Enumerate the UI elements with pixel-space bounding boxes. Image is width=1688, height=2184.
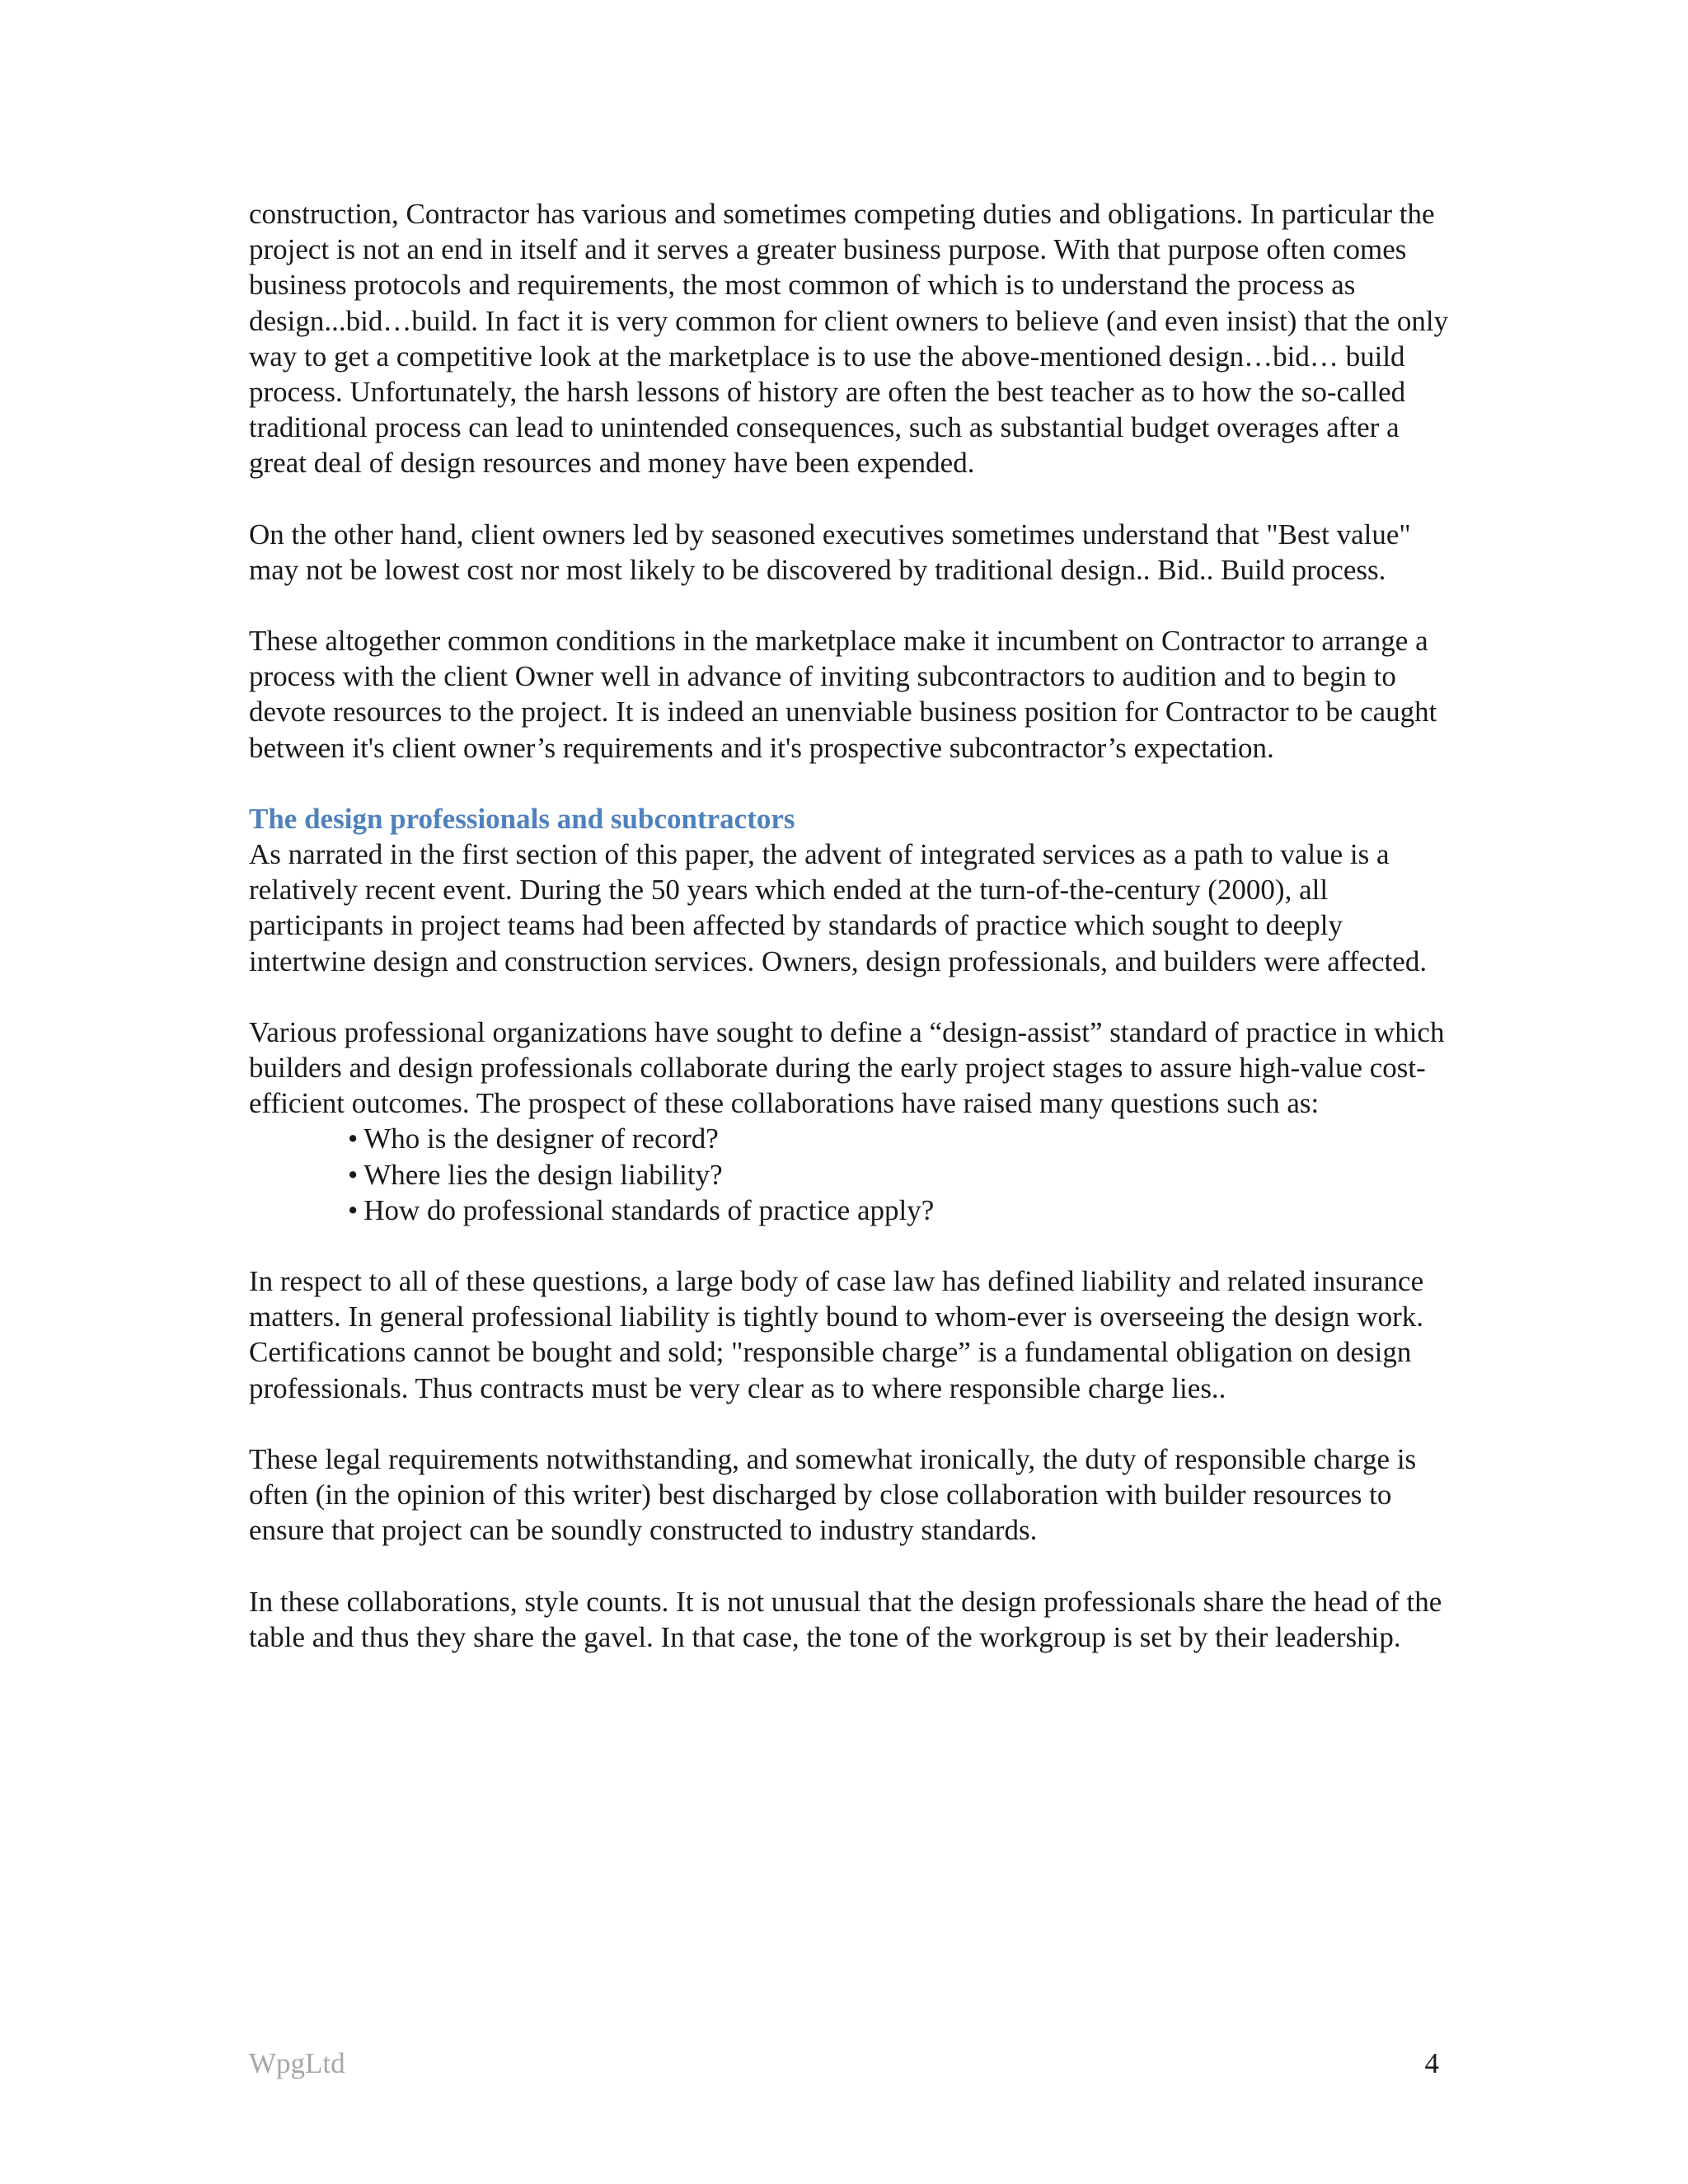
- list-item-text: How do professional standards of practice apply?: [363, 1193, 935, 1226]
- paragraph-marketplace-conditions: These altogether common conditions in the marketplace make it incumbent on Contractor to arrange a process with the client Owner well in advance of inviting subcontractors to audition and to begin to devote resources to the project. It is indeed an unenviable business position for Contractor to be caught between it's client owner’s requirements and it's prospective subcontractor’s expectation.: [249, 625, 1437, 764]
- list-item: [348, 1121, 1452, 1156]
- paragraph-design-assist: Various professional organizations have sought to define a “design-assist” standard of practice in which builders and design professionals collaborate during the early project stages to assure high-value cost-efficient outcomes. The prospect of these collaborations have raised many questions such as:: [249, 1015, 1445, 1120]
- list-item-text: Who is the designer of record?: [363, 1122, 719, 1155]
- bullet-icon: •: [348, 1193, 359, 1226]
- paragraph-legal-requirements: These legal requirements notwithstanding, and somewhat ironically, the duty of responsible charge is often (in the opinion of this writer) best discharged by close collaboration with builder resources to ensure that project can be soundly constructed to industry standards.: [249, 1442, 1417, 1547]
- footer-company-name: WpgLtd: [249, 2047, 345, 2079]
- paragraph-case-law: In respect to all of these questions, a large body of case law has defined liability and related insurance matters. In general professional liability is tightly bound to whom-ever is overseeing the design work. Certifications cannot be bought and sold; "responsible charge” is a fundamental obligation on design professionals. Thus contracts must be very clear as to where responsible charge lies..: [249, 1265, 1424, 1404]
- paragraph-collaboration-style: In these collaborations, style counts. It is not unusual that the design professionals share the head of the table and thus they share the gavel. In that case, the tone of the workgroup is set by their leadership.: [249, 1585, 1442, 1653]
- questions-list: [249, 1121, 1452, 1228]
- list-item: [348, 1193, 1452, 1228]
- list-item-text: Where lies the design liability?: [363, 1158, 723, 1191]
- paragraph-construction-duties: construction, Contractor has various and sometimes competing duties and obligations. In particular the project is not an end in itself and it serves a greater business purpose. With that purpose often comes business protocols and requirements, the most common of which is to understand the process as design...bid…build. In fact it is very common for client owners to believe (and even insist) that the only way to get a competitive look at the marketplace is to use the above-mentioned design…bid… build process. Unfortunately, the harsh lessons of history are often the best teacher as to how the so-called traditional process can lead to unintended consequences, such as substantial budget overages after a great deal of design resources and money have been expended.: [249, 198, 1449, 480]
- list-item: [348, 1157, 1452, 1193]
- page-number: 4: [1424, 2047, 1439, 2079]
- paragraph-integrated-services: As narrated in the first section of this paper, the advent of integrated services as a path to value is a relatively recent event. During the 50 years which ended at the turn-of-the-century (2000), all participants in project teams had been affected by standards of practice which sought to deeply intertwine design and construction services. Owners, design professionals, and builders were affected.: [249, 838, 1428, 977]
- document-body: [249, 196, 1452, 1655]
- bullet-icon: •: [348, 1122, 359, 1155]
- section-heading: The design professionals and subcontractors: [249, 802, 795, 835]
- bullet-icon: •: [348, 1158, 359, 1191]
- paragraph-best-value: On the other hand, client owners led by seasoned executives sometimes understand that "Best value" may not be lowest cost nor most likely to be discovered by traditional design.. Bid.. Build process.: [249, 518, 1411, 586]
